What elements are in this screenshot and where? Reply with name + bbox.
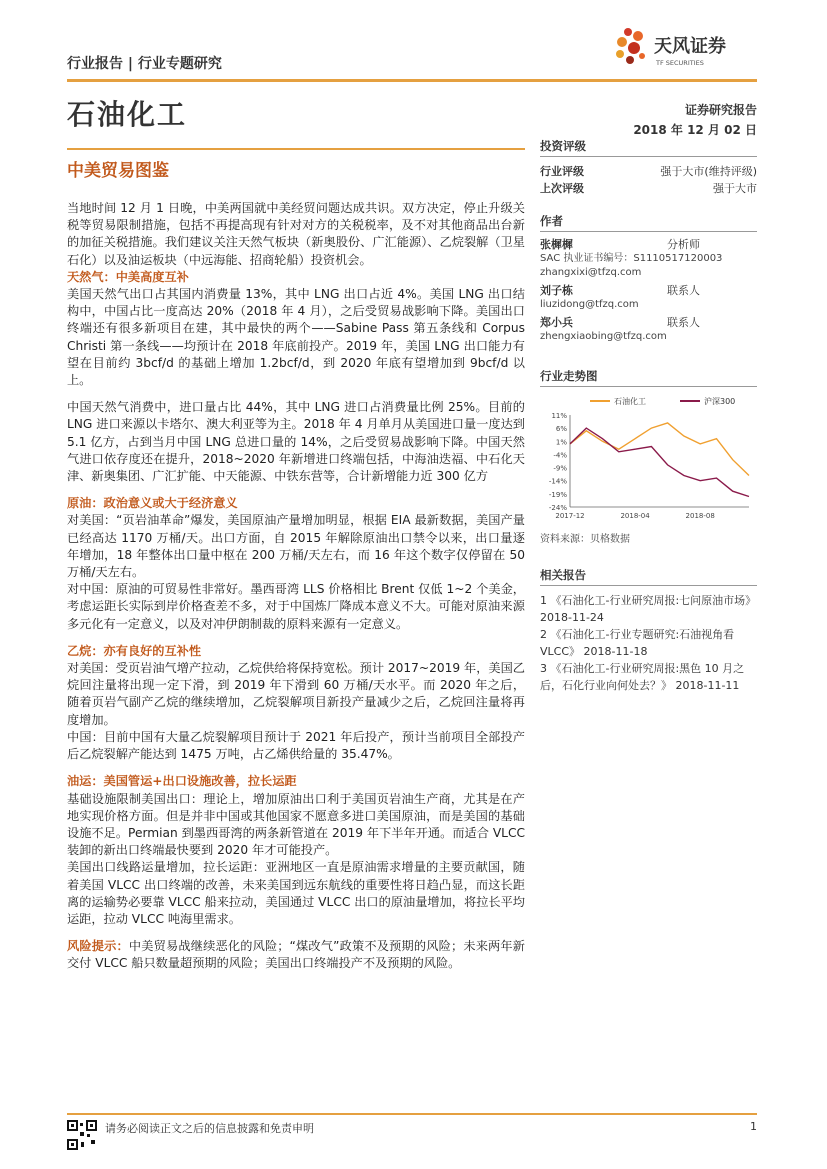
trend-title: 行业走势图	[540, 368, 757, 387]
prev-rating-row	[540, 180, 757, 197]
main-body	[67, 200, 525, 973]
y-tick-label: 6%	[555, 425, 567, 434]
report-category: 行业报告 | 行业专题研究	[67, 56, 222, 72]
header-divider	[67, 79, 757, 82]
y-tick-label: 1%	[555, 438, 567, 447]
x-tick-label: 2018-04	[620, 512, 650, 520]
ethane-paragraph-2: 中国：目前中国有大量乙烷裂解项目预计于 2021 年后投产，预计当前项目全部投产后乙烷裂解产能达到 1475 万吨，占乙烯供给量的 35.47%。	[67, 729, 525, 762]
gas-heading: 天然气：中美高度互补	[67, 269, 189, 284]
y-tick-label: -4%	[553, 451, 567, 460]
oil-heading: 原油：政治意义或大于经济意义	[67, 496, 238, 511]
footer-disclaimer: 请务必阅读正文之后的信息披露和免责申明	[105, 1122, 314, 1135]
risk-text: 中美贸易战继续恶化的风险；“煤改气”政策不及预期的风险；未来两年新交付 VLCC 船只数量超预期的风险；美国出口终端投产不及预期的风险。	[67, 939, 525, 971]
logo-subtext: TF SECURITIES	[656, 59, 704, 67]
report-subtitle: 中美贸易图鉴	[67, 161, 169, 181]
shipping-paragraph-1: 基础设施限制美国出口：理论上，增加原油出口利于美国页岩油生产商，尤其是在产地实现价格方面。但是并非中国或其他国家不愿意多进口美国原油，而是美国的基础设施不足。Permian 到墨西哥湾的两条新管道在 2019 年下半年开通。而适合 VLCC 装卸的新出口终端最快要到 2020 年才可能投产。	[67, 791, 525, 858]
author-name: 张樨樨	[540, 238, 573, 251]
gas-paragraph-1: 美国天然气出口占其国内消费量 13%，其中 LNG 出口占近 4%。美国 LNG 出口结构中，中国占比一度高达 20%（2018 年 4 月），之后受贸易战影响下降。美国出口终端还有很多新项目在建，其中最快的两个——Sabine Pass 第五条线和 Corpus Christi 第一条线——均预计在 2018 年底前投产。2019 年，美国 LNG 出口能力有望在目前约 3bcf/d 的基础上增加 1.2bcf/d，到 2020 年底有望增加到 9bcf/d 以上。	[67, 287, 525, 388]
sector-title: 石油化工	[67, 98, 188, 131]
oil-paragraph-1: 对美国：“页岩油革命”爆发，美国原油产量增加明显，根据 EIA 最新数据，美国产量已经高达 1170 万桶/天。出口方面，自 2015 年解除原油出口禁令以来，出口量逐年增加，18 年整体出口量中枢在 200 万桶/天左右，而 16 年这个数字仅停留在 50 万桶/天左右。	[67, 513, 525, 580]
ethane-paragraph-1: 对美国：受页岩油气增产拉动，乙烷供给将保持宽松。预计 2017~2019 年，美国乙烷回注量将出现一定下滑，到 2019 年下滑到 60 万桶/天水平。而 2020 年之后，随着页岩气副产乙烷的继续增加，乙烷裂解项目新投产量减少之后，乙烷回注量将再度增加。	[67, 661, 525, 727]
gas-paragraph-2: 中国天然气消费中，进口量占比 44%，其中 LNG 进口占消费量比例 25%。目前的 LNG 进口来源以卡塔尔、澳大利亚等为主。2018 年 4 月单月从美国进口量一度达到 5.1 亿方，占到当月中国 LNG 总进口量的 14%，之后受贸易战影响下降。中国天然气进口依存度还在提升，2018~2020 年新增进口终端包括，中海油迭福、中石化天津、新奥集团、广汇扩能、中天能源、中铁东营等，合计新增能力近 300 亿方	[67, 400, 525, 484]
author-email[interactable]: liuzidong@tfzq.com	[540, 299, 639, 310]
x-tick-label: 2018-08	[685, 512, 715, 520]
industry-rating-value: 强于大市(维持评级)	[660, 165, 757, 178]
author-role: 联系人	[667, 284, 700, 297]
shipping-heading: 油运：美国管运+出口设施改善，拉长运距	[67, 774, 297, 789]
related-report-3[interactable]: 3 《石油化工-行业研究周报:黑色 10 月之后，石化行业向何处去？》 2018-11-11	[540, 662, 745, 692]
risk-heading: 风险提示：	[67, 939, 129, 954]
legend-label: 石油化工	[614, 397, 646, 406]
series-line-1	[570, 423, 749, 476]
author-role: 联系人	[667, 316, 700, 329]
author-name: 刘子栋	[540, 284, 573, 297]
authors-title: 作者	[540, 213, 757, 232]
legend-label: 沪深300	[704, 397, 736, 406]
related-title: 相关报告	[540, 567, 757, 586]
related-report-1[interactable]: 1 《石油化工-行业研究周报:七问原油市场》 2018-11-24	[540, 594, 757, 624]
prev-rating-value: 强于大市	[713, 182, 757, 195]
shipping-paragraph-2: 美国出口线路运量增加，拉长运距：亚洲地区一直是原油需求增量的主要贡献国，随着美国 VLCC 出口终端的改善，未来美国到远东航线的重要性将日趋凸显，而这长距离的运输势必要靠 VLCC 船来拉动，美国通过 VLCC 出口的原油量增加，将拉长平均运距，拉动 VLCC 吨海里需求。	[67, 860, 525, 926]
subtitle-divider	[67, 148, 525, 150]
oil-paragraph-2: 对中国：原油的可贸易性非常好。墨西哥湾 LLS 价格相比 Brent 仅低 1~2 个美金，考虑运距长实际到岸价格查差不多，对于中国炼厂降成本意义不大。可能对原油来源多元化有一定意义，以及对冲伊朗制裁的原料来源有一定意义。	[67, 582, 525, 631]
qr-code-icon	[67, 1120, 97, 1150]
author-email[interactable]: zhengxiaobing@tfzq.com	[540, 331, 667, 342]
intro-paragraph: 当地时间 12 月 1 日晚，中美两国就中美经贸问题达成共识。双方决定，停止升级关税等贸易限制措施，包括不再提高现有针对对方的关税税率，及不对其他商品出台新的加征关税措施。我们建议关注天然气板块（新奥股份、广汇能源）、乙烷裂解（卫星石化）以及油运板块（中远海能、招商轮船）投资机会。	[67, 201, 525, 267]
report-date: 2018 年 12 月 02 日	[633, 123, 757, 137]
sidebar	[540, 138, 757, 694]
footer-divider	[67, 1113, 757, 1115]
y-tick-label: 11%	[551, 412, 567, 420]
ethane-heading: 乙烷：亦有良好的互补性	[67, 643, 202, 658]
author-email[interactable]: zhangxixi@tfzq.com	[540, 267, 642, 278]
x-tick-label: 2017-12	[555, 512, 585, 520]
y-tick-label: -24%	[548, 504, 567, 512]
y-tick-label: -14%	[548, 477, 567, 486]
industry-rating-row	[540, 163, 757, 180]
risk-paragraph	[67, 938, 525, 972]
author-cert: SAC 执业证书编号：S1110517120003	[540, 253, 723, 264]
industry-rating-label: 行业评级	[540, 165, 584, 178]
author-name: 郑小兵	[540, 316, 573, 329]
prev-rating-label: 上次评级	[540, 182, 584, 195]
chart-source: 资料来源：贝格数据	[540, 534, 630, 545]
author-3	[540, 316, 757, 344]
page-number: 1	[750, 1120, 757, 1133]
rating-title: 投资评级	[540, 138, 757, 157]
y-tick-label: -19%	[548, 490, 567, 499]
report-type: 证券研究报告	[684, 103, 757, 117]
author-1	[540, 238, 757, 280]
logo-text: 天风证券	[654, 36, 726, 57]
trend-chart	[540, 393, 757, 523]
company-logo	[610, 22, 760, 78]
y-tick-label: -9%	[553, 464, 567, 473]
related-report-2[interactable]: 2 《石油化工-行业专题研究:石油视角看 VLCC》 2018-11-18	[540, 628, 735, 658]
author-2	[540, 284, 757, 312]
logo-dots-icon	[616, 28, 645, 64]
author-role: 分析师	[667, 238, 700, 251]
